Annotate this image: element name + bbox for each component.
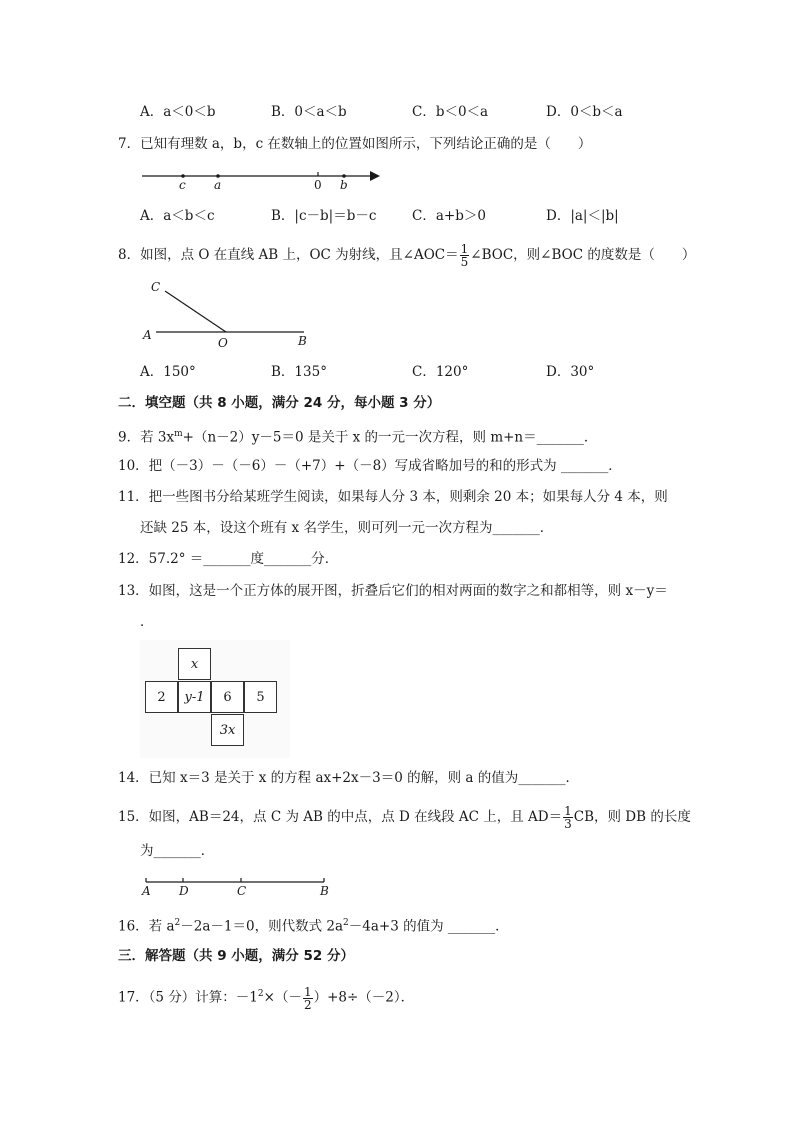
net-cell-right1: 6	[211, 681, 244, 713]
q11-line2: 还缺 25 本，设这个班有 x 名学生，则可列一元一次方程为_______．	[140, 520, 554, 536]
q16-stem: 16．若 $a^2-2a-1=0$，则代数式 $2a^2-4a+3$ 的值为 _______．	[118, 918, 509, 935]
q8-option-a[interactable]: A．150°	[140, 364, 196, 380]
cube-net	[140, 640, 290, 758]
q8-option-d[interactable]: D．30°	[546, 364, 595, 380]
net-cell-top: x	[178, 648, 211, 680]
label-a: a	[214, 178, 222, 192]
point-label-b: B	[298, 334, 307, 348]
q13-line1: 13．如图，这是一个正方体的展开图，折叠后它们的相对两面的数字之和都相等，则 x－y＝	[118, 583, 668, 599]
q6-option-b[interactable]: B．0＜a＜b	[271, 104, 347, 120]
q6-option-c[interactable]: C．b＜0＜a	[412, 104, 489, 120]
q15-fraction: $\frac{1}{3}$	[564, 804, 572, 831]
q12-stem: 12．57.2° ＝_______度_______分．	[118, 551, 339, 567]
q7-option-b[interactable]: B．|c－b|＝b－c	[271, 208, 377, 224]
section-2-heading: 二．填空题（共 8 小题，满分 24 分，每小题 3 分）	[118, 395, 441, 411]
net-cell-right2: 5	[244, 681, 277, 713]
q15-line1: 15．如图，AB＝24，点 C 为 AB 的中点，点 D 在线段 AC 上，且 AD＝ $\frac{1}{3}$ CB，则 DB 的长度	[118, 804, 691, 831]
q17-fraction: $\frac{1}{2}$	[303, 984, 312, 1012]
q9-stem: 9．若 $3x^m+(n-2)y-5=0$ 是关于 x 的一元一次方程，则 m+n＝_______．	[118, 429, 598, 446]
section-3-heading: 三．解答题（共 9 小题，满分 52 分）	[118, 948, 354, 964]
q7-option-d[interactable]: D．|a|＜|b|	[546, 208, 619, 224]
q8-option-b[interactable]: B．135°	[271, 364, 327, 380]
label-b: b	[340, 178, 348, 192]
segment-label-a: A	[142, 884, 151, 898]
q8-angle-figure	[138, 277, 318, 352]
q7-number-line	[138, 162, 388, 192]
net-cell-bottom: 3x	[211, 714, 244, 746]
q6-option-a[interactable]: A．a＜0＜b	[140, 104, 216, 120]
q6-option-d[interactable]: D．0＜b＜a	[546, 104, 623, 120]
q7-stem: 7．已知有理数 a，b，c 在数轴上的位置如图所示，下列结论正确的是（ ）	[118, 136, 592, 152]
q7-option-c[interactable]: C．a+b＞0	[412, 208, 486, 224]
segment-label-d: D	[179, 884, 189, 898]
segment-label-c: C	[237, 884, 247, 898]
net-cell-left: 2	[145, 681, 178, 713]
q15-segment-figure	[138, 872, 338, 898]
q8-option-c[interactable]: C．120°	[412, 364, 469, 380]
q15-line2: 为_______．	[140, 843, 215, 859]
q11-line1: 11．把一些图书分给某班学生阅读，如果每人分 3 本，则剩余 20 本；如果每人分 4 本，则	[118, 489, 668, 505]
point-label-a: A	[143, 328, 152, 342]
q7-option-a[interactable]: A．a＜b＜c	[140, 208, 215, 224]
q8-stem: 8．如图，点 O 在直线 AB 上，OC 为射线，且∠AOC＝ $\frac{1}{5}$ ∠BOC，则∠BOC 的度数是（ ）	[118, 242, 696, 269]
q10-stem: 10．把（－3）－（－6）－（+7）+（－8）写成省略加号的和的形式为 _______．	[118, 458, 622, 474]
q17-stem: 17．（5 分）计算：$-1^2\times(-$ $\frac{1}{2}$ ）+8÷（－2）．	[118, 984, 415, 1012]
q14-stem: 14．已知 x＝3 是关于 x 的方程 ax+2x－3＝0 的解，则 a 的值为_______．	[118, 770, 579, 786]
label-zero: 0	[314, 178, 322, 192]
net-cell-center: y-1	[178, 681, 211, 713]
segment-label-b: B	[320, 884, 329, 898]
point-label-o: O	[218, 336, 228, 350]
point-label-c: C	[151, 280, 161, 294]
label-c: c	[179, 178, 186, 192]
q8-fraction: $\frac{1}{5}$	[460, 242, 469, 269]
q13-line2: ．	[140, 614, 154, 630]
